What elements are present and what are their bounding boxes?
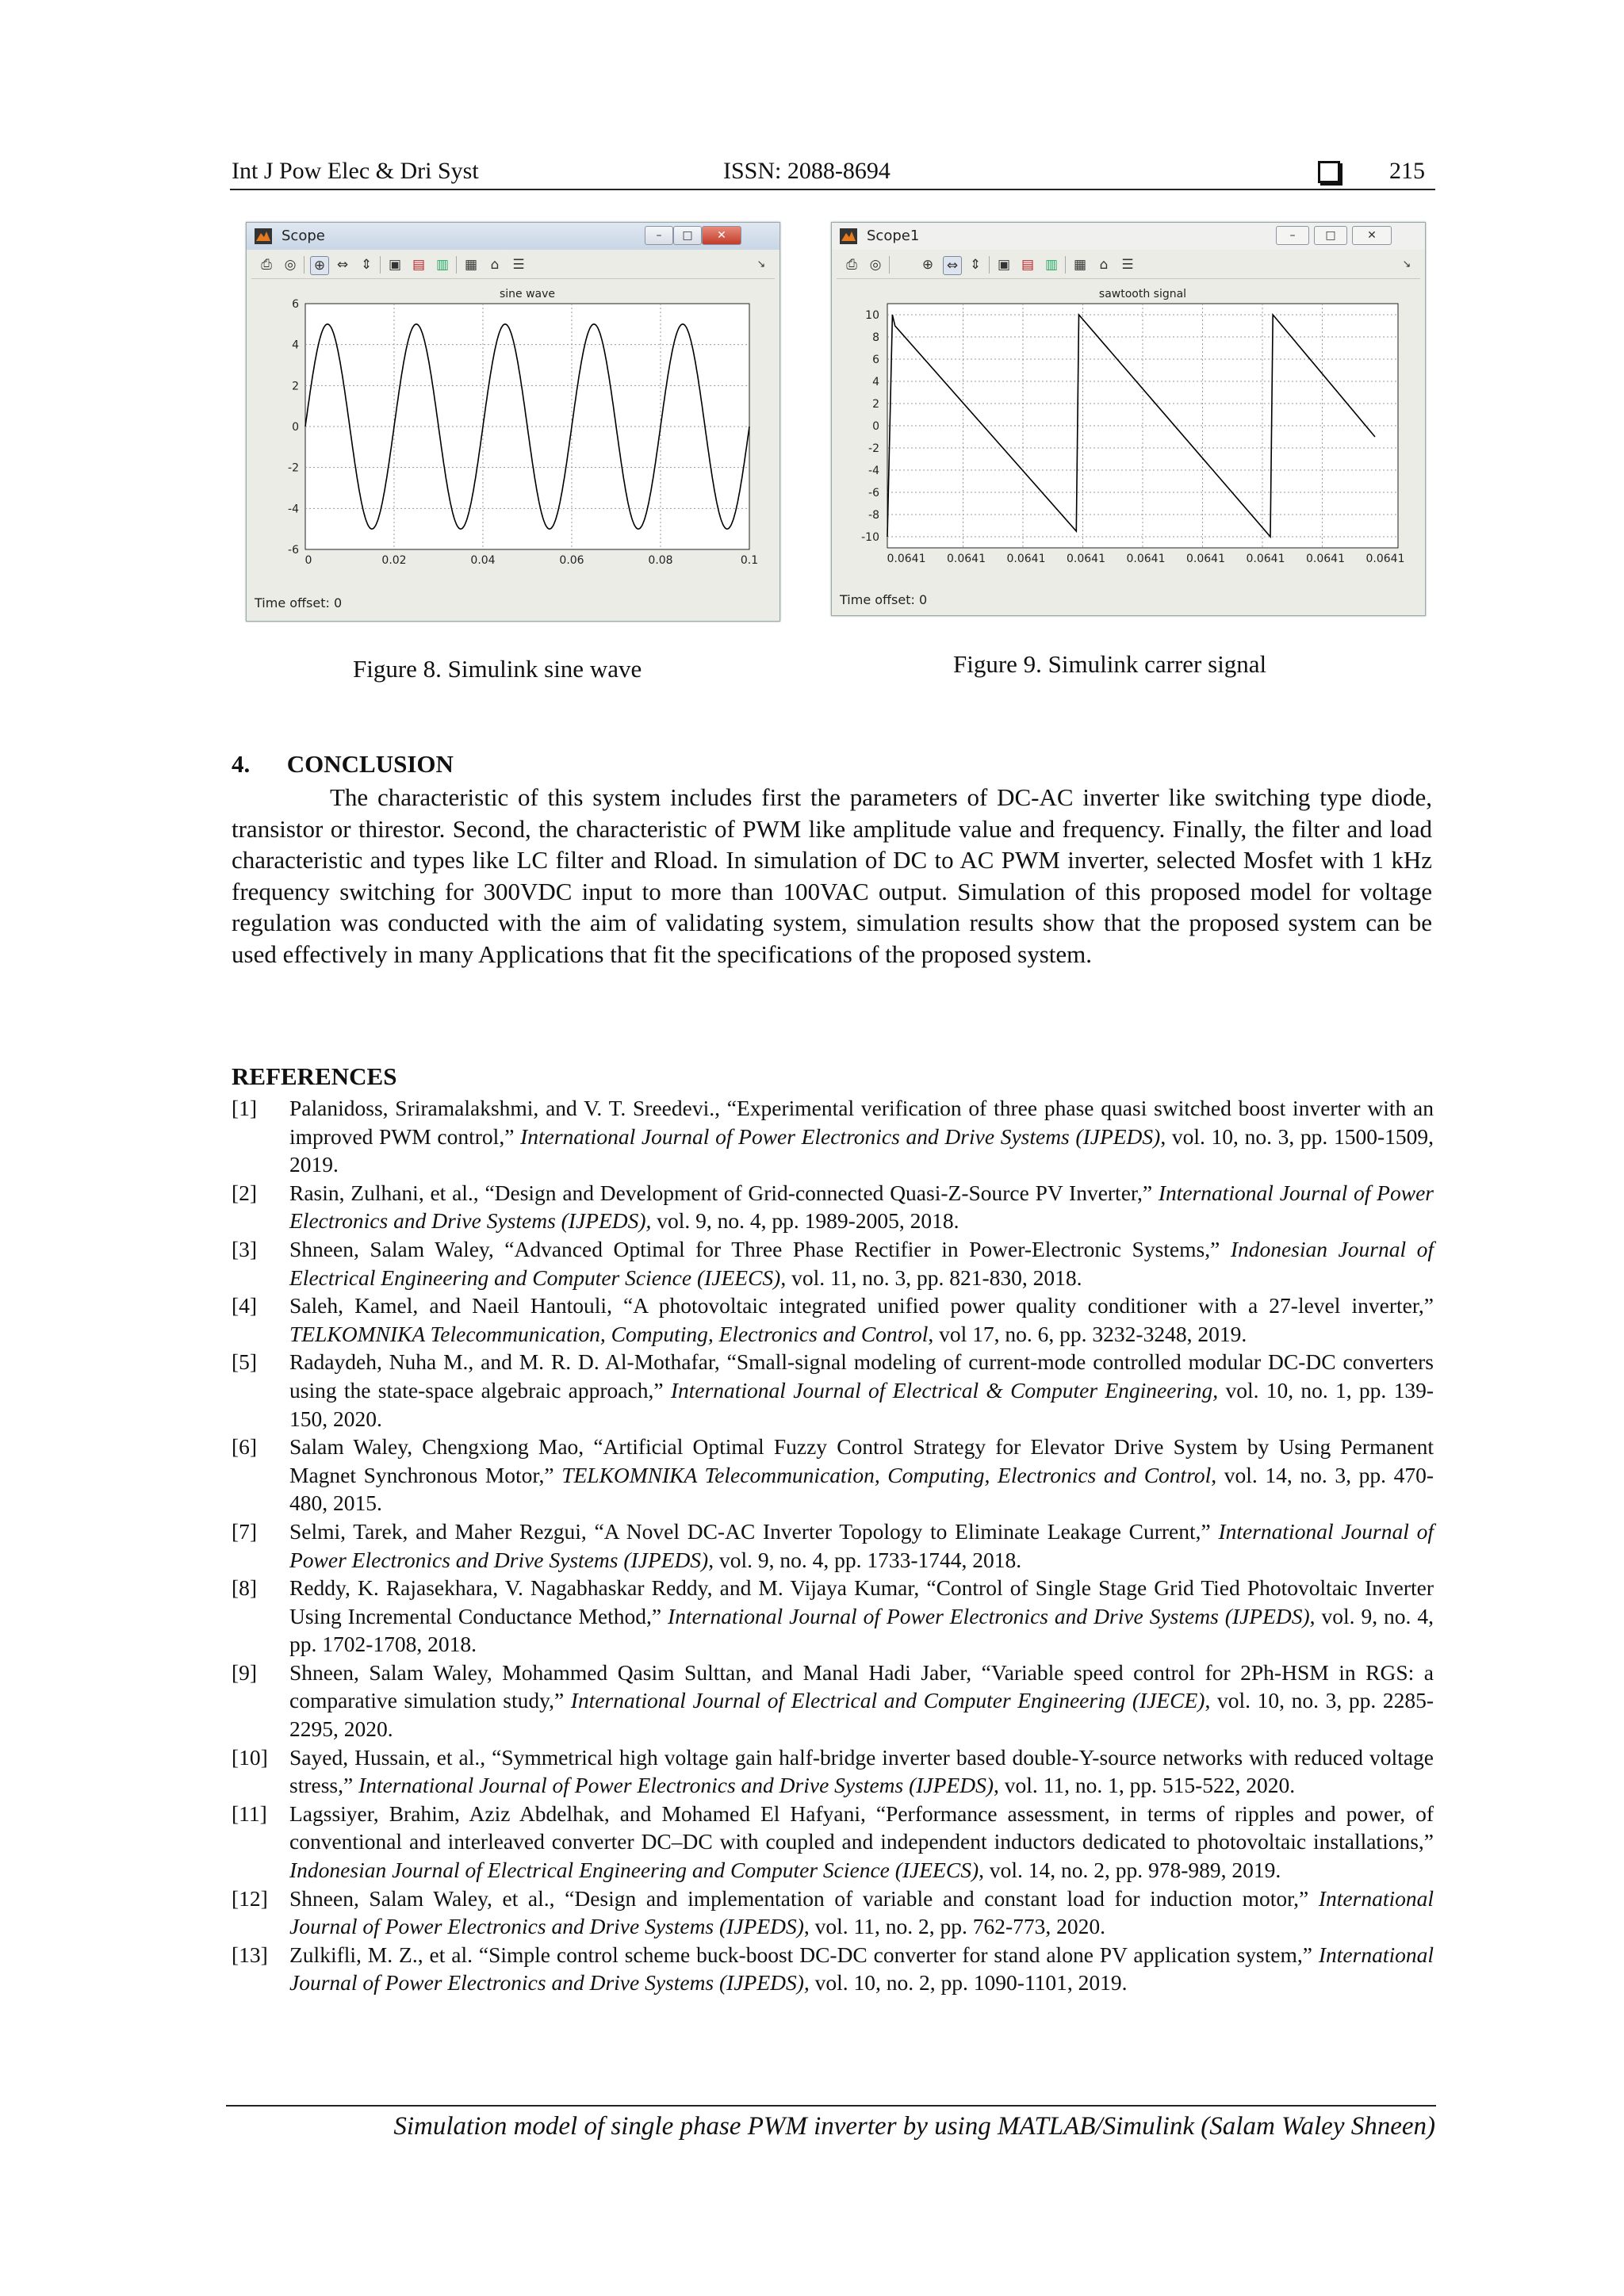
reference-journal: International Journal of Electrical and Computer Engineering (IJECE): [570, 1688, 1205, 1713]
x-tick-label: 0.0641: [887, 553, 926, 565]
restore-axes-icon[interactable]: ▥: [435, 257, 450, 273]
y-tick-label: -8: [868, 509, 879, 522]
reference-text: [289, 1094, 1434, 1179]
y-tick-label: 6: [292, 298, 299, 311]
dropdown-arrow-icon[interactable]: ↘: [1402, 258, 1411, 270]
reference-number: [2]: [232, 1180, 258, 1205]
reference-item: [232, 1094, 1434, 1179]
reference-journal: International Journal of Electrical & Computer Engineering,: [670, 1377, 1219, 1402]
reference-authors-title: Shneen, Salam Waley, “Advanced Optimal for Three Phase Rectifier in Power-Electronic Systems,”: [289, 1236, 1231, 1261]
y-tick-label: 0: [872, 420, 879, 433]
x-tick-label: 0.02: [381, 554, 407, 567]
figure-8-caption: Figure 8. Simulink sine wave: [353, 655, 642, 683]
sine-wave-plot: [247, 280, 779, 581]
zoom-y-icon[interactable]: ⇕: [969, 257, 982, 273]
floating-scope-icon[interactable]: ▦: [464, 257, 478, 273]
x-tick-label: 0.0641: [1126, 553, 1166, 565]
reference-item: [232, 1292, 1434, 1348]
time-offset: Time offset: 0: [255, 595, 343, 610]
window-title: Scope1: [867, 228, 920, 244]
zoom-icon[interactable]: ⊕: [921, 257, 934, 273]
reference-journal: International Journal of Power Electronics and Drive Systems (IJPEDS): [289, 1518, 1434, 1572]
reference-text: [289, 1433, 1434, 1517]
y-tick-label: -4: [868, 465, 879, 477]
reference-item: [232, 1179, 1434, 1235]
reference-number: [12]: [232, 1885, 268, 1911]
reference-list: [232, 1094, 1434, 1997]
reference-details: , vol. 10, no. 3, pp. 2285-2295, 2020.: [289, 1688, 1434, 1742]
y-tick-label: 0: [292, 421, 299, 434]
sawtooth-plot: [832, 280, 1425, 581]
reference-item: [232, 1348, 1434, 1433]
reference-item: [232, 1743, 1434, 1800]
maximize-button[interactable]: □: [673, 226, 702, 245]
scope1-window: [831, 222, 1426, 616]
reference-authors-title: Radaydeh, Nuha M., and M. R. D. Al-Mothafar, “Small-signal modeling of current-mode controlled modular DC-DC converters using the state-space algebraic approach,”: [289, 1349, 1434, 1402]
zoom-x-icon[interactable]: ⇔: [943, 256, 962, 275]
x-tick-label: 0: [304, 554, 312, 567]
reference-number: [11]: [232, 1800, 267, 1826]
x-tick-label: 0.0641: [1186, 553, 1225, 565]
y-tick-label: 6: [872, 354, 879, 366]
reference-item: [232, 1659, 1434, 1743]
matlab-icon: [840, 228, 857, 244]
reference-text: [289, 1659, 1434, 1743]
zoom-icon[interactable]: ⊕: [310, 256, 329, 275]
reference-authors-title: Zulkifli, M. Z., et al. “Simple control scheme buck-boost DC-DC converter for stand alone PV application system,”: [289, 1942, 1319, 1967]
toolbar: [251, 251, 775, 279]
reference-details: , vol 17, no. 6, pp. 3232-3248, 2019.: [928, 1321, 1247, 1346]
reference-details: , vol. 11, no. 2, pp. 762-773, 2020.: [803, 1914, 1106, 1939]
title-bar: [247, 223, 779, 250]
reference-item: [232, 1885, 1434, 1941]
reference-text: [289, 1292, 1434, 1348]
parameters-icon[interactable]: ◎: [869, 257, 882, 273]
x-tick-label: 0.1: [740, 554, 759, 567]
signal-selection-icon[interactable]: ☰: [512, 257, 525, 273]
reference-text: [289, 1743, 1434, 1800]
page-number: 215: [1389, 158, 1425, 184]
reference-text: [289, 1348, 1434, 1433]
lock-icon[interactable]: ⌂: [490, 257, 500, 273]
reference-authors-title: Shneen, Salam Waley, et al., “Design and implementation of variable and constant load for induction motor,”: [289, 1885, 1319, 1911]
reference-item: [232, 1235, 1434, 1292]
dropdown-arrow-icon[interactable]: ↘: [756, 258, 766, 270]
reference-text: [289, 1800, 1434, 1885]
issn: ISSN: 2088-8694: [723, 158, 891, 184]
section-heading: 4. CONCLUSION: [232, 750, 454, 778]
time-offset: Time offset: 0: [840, 592, 928, 607]
reference-details: vol. 10, no. 2, pp. 1090-1101, 2019.: [809, 1970, 1128, 1996]
minimize-button[interactable]: –: [645, 226, 673, 245]
floating-scope-icon[interactable]: ▦: [1073, 257, 1087, 273]
autoscale-icon[interactable]: ▣: [997, 257, 1011, 273]
y-tick-label: 10: [865, 309, 879, 322]
reference-journal: International Journal of Power Electronics and Drive Systems (IJPEDS): [520, 1123, 1161, 1149]
x-tick-label: 0.0641: [1306, 553, 1345, 565]
y-tick-label: 4: [292, 339, 299, 352]
reference-number: [13]: [232, 1942, 268, 1967]
toolbar: [837, 251, 1420, 279]
reference-details: , vol. 11, no. 1, pp. 515-522, 2020.: [993, 1773, 1296, 1798]
references-heading: REFERENCES: [232, 1062, 397, 1090]
title-bar: [832, 223, 1425, 250]
reference-number: [6]: [232, 1434, 258, 1460]
reference-number: [1]: [232, 1096, 258, 1120]
plot-title: sawtooth signal: [1098, 288, 1187, 300]
reference-details: vol. 9, no. 4, pp. 1989-2005, 2018.: [651, 1208, 959, 1234]
window-title: Scope: [282, 228, 325, 244]
reference-details: , vol. 9, no. 4, pp. 1733-1744, 2018.: [708, 1547, 1022, 1572]
scope-window: [246, 222, 780, 622]
reference-details: vol. 10, no. 1, pp. 139-150, 2020.: [289, 1377, 1434, 1431]
minimize-button[interactable]: –: [1276, 226, 1309, 245]
print-icon[interactable]: ⎙: [846, 257, 857, 273]
square-bullet-icon: [1318, 161, 1340, 183]
restore-axes-icon[interactable]: ▥: [1044, 257, 1059, 273]
figure-9-caption: Figure 9. Simulink carrer signal: [953, 650, 1267, 678]
reference-journal: International Journal of Power Electronics and Drive Systems (IJPEDS): [289, 1885, 1434, 1939]
zoom-y-icon[interactable]: ⇕: [360, 257, 373, 273]
x-tick-label: 0.04: [470, 554, 496, 567]
reference-number: [9]: [232, 1659, 258, 1685]
reference-text: [289, 1235, 1434, 1292]
reference-number: [7]: [232, 1518, 258, 1544]
reference-item: [232, 1517, 1434, 1574]
reference-item: [232, 1941, 1434, 1997]
maximize-button[interactable]: □: [1314, 226, 1347, 245]
reference-item: [232, 1800, 1434, 1885]
reference-authors-title: Palanidoss, Sriramalakshmi, and V. T. Sreedevi., “Experimental verification of three phase quasi switched boost inverter with an improved PWM control,”: [289, 1096, 1434, 1149]
save-axes-icon[interactable]: ▤: [412, 257, 426, 273]
y-tick-label: 4: [872, 376, 879, 388]
journal-name: Int J Pow Elec & Dri Syst: [232, 158, 479, 184]
y-tick-label: -6: [868, 487, 879, 499]
reference-authors-title: Lagssiyer, Brahim, Aziz Abdelhak, and Mohamed El Hafyani, “Performance assessment, in terms of ripples and power, of conventional and interleaved converter DC–DC with coupled and independent inductors dedicated to photovoltaic installations,”: [289, 1800, 1434, 1854]
signal-selection-icon[interactable]: ☰: [1121, 257, 1134, 273]
save-axes-icon[interactable]: ▤: [1021, 257, 1035, 273]
reference-text: [289, 1574, 1434, 1659]
y-tick-label: -6: [288, 544, 299, 557]
reference-authors-title: Shneen, Salam Waley, Mohammed Qasim Sulttan, and Manal Hadi Jaber, “Variable speed control for 2Ph-HSM in RGS: a comparative simulation study,”: [289, 1659, 1434, 1713]
reference-text: [289, 1179, 1434, 1235]
zoom-x-icon[interactable]: ⇔: [336, 257, 349, 273]
print-icon[interactable]: ⎙: [261, 257, 272, 273]
y-tick-label: -4: [288, 503, 299, 516]
reference-item: [232, 1574, 1434, 1659]
x-tick-label: 0.06: [559, 554, 584, 567]
reference-authors-title: Saleh, Kamel, and Naeil Hantouli, “A photovoltaic integrated unified power quality conditioner with a 27-level inverter,”: [289, 1293, 1434, 1318]
x-tick-label: 0.0641: [1365, 553, 1405, 565]
reference-number: [5]: [232, 1349, 258, 1375]
reference-details: , vol. 10, no. 3, pp. 1500-1509, 2019.: [289, 1123, 1434, 1177]
reference-authors-title: Rasin, Zulhani, et al., “Design and Development of Grid-connected Quasi-Z-Source PV Inverter,”: [289, 1180, 1159, 1205]
reference-journal: Indonesian Journal of Electrical Engineering and Computer Science (IJEECS): [289, 1236, 1434, 1290]
footer-text: Simulation model of single phase PWM inverter by using MATLAB/Simulink (Salam Waley Shneen): [393, 2112, 1435, 2141]
reference-details: , vol. 9, no. 4, pp. 1702-1708, 2018.: [289, 1603, 1434, 1657]
parameters-icon[interactable]: ◎: [284, 257, 297, 273]
y-tick-label: -2: [868, 442, 879, 455]
x-tick-label: 0.0641: [947, 553, 986, 565]
matlab-icon: [255, 228, 272, 244]
y-tick-label: -2: [288, 461, 299, 475]
reference-journal: TELKOMNIKA Telecommunication, Computing, Electronics and Control: [561, 1462, 1212, 1487]
y-tick-label: -10: [861, 531, 879, 544]
close-button[interactable]: ✕: [702, 226, 741, 245]
y-tick-label: 8: [872, 331, 879, 344]
y-tick-label: 2: [292, 380, 299, 393]
conclusion-paragraph: The characteristic of this system includes first the parameters of DC-AC inverter like switching type diode, transistor or thirestor. Second, the characteristic of PWM like amplitude value and frequency. Finally, the filter and load characteristic and types like LC filter and Rload. In simulation of DC to AC PWM inverter, selected Mosfet with 1 kHz frequency switching for 300VDC input to more than 100VAC output. Simulation of this proposed model for voltage regulation was conducted with the aim of validating system, simulation results show that the proposed system can be used effectively in many Applications that fit the specifications of the proposed system.: [232, 783, 1432, 968]
reference-journal: TELKOMNIKA Telecommunication, Computing, Electronics and Control: [289, 1321, 929, 1346]
footer-rule: [226, 2105, 1436, 2107]
reference-details: , vol. 11, no. 3, pp. 821-830, 2018.: [780, 1265, 1082, 1290]
reference-details: , vol. 14, no. 2, pp. 978-989, 2019.: [979, 1858, 1281, 1883]
plot-title: sine wave: [499, 288, 556, 300]
reference-number: [10]: [232, 1744, 268, 1770]
y-tick-label: 2: [872, 398, 879, 411]
reference-text: [289, 1885, 1434, 1941]
reference-details: , vol. 14, no. 3, pp. 470-480, 2015.: [289, 1462, 1434, 1516]
reference-authors-title: Selmi, Tarek, and Maher Rezgui, “A Novel DC-AC Inverter Topology to Eliminate Leakage Current,”: [289, 1518, 1219, 1544]
reference-text: [289, 1517, 1434, 1574]
reference-number: [4]: [232, 1293, 258, 1318]
reference-text: [289, 1941, 1434, 1997]
reference-journal: International Journal of Power Electronics and Drive Systems (IJPEDS): [668, 1603, 1310, 1628]
reference-journal: International Journal of Power Electronics and Drive Systems (IJPEDS),: [289, 1942, 1434, 1996]
x-tick-label: 0.0641: [1006, 553, 1046, 565]
lock-icon[interactable]: ⌂: [1099, 257, 1109, 273]
reference-number: [3]: [232, 1236, 258, 1261]
reference-item: [232, 1433, 1434, 1517]
autoscale-icon[interactable]: ▣: [388, 257, 402, 273]
reference-authors-title: Reddy, K. Rajasekhara, V. Nagabhaskar Reddy, and M. Vijaya Kumar, “Control of Single Stage Grid Tied Photovoltaic Inverter Using Incremental Conductance Method,”: [289, 1575, 1434, 1628]
reference-authors-title: Salam Waley, Chengxiong Mao, “Artificial Optimal Fuzzy Control Strategy for Elevator Drive System by Using Permanent Magnet Synchronous Motor,”: [289, 1434, 1434, 1487]
reference-journal: International Journal of Power Electronics and Drive Systems (IJPEDS): [358, 1773, 994, 1798]
reference-authors-title: Sayed, Hussain, et al., “Symmetrical high voltage gain half-bridge inverter based double-Y-source networks with reduced voltage stress,”: [289, 1744, 1434, 1798]
x-tick-label: 0.0641: [1067, 553, 1105, 565]
close-button[interactable]: ✕: [1352, 226, 1392, 245]
x-tick-label: 0.08: [648, 554, 673, 567]
x-tick-label: 0.0641: [1246, 553, 1285, 565]
reference-number: [8]: [232, 1575, 258, 1601]
header-rule: [230, 189, 1435, 190]
reference-journal: Indonesian Journal of Electrical Engineering and Computer Science (IJEECS): [289, 1858, 979, 1883]
reference-journal: International Journal of Power Electronics and Drive Systems (IJPEDS),: [289, 1180, 1434, 1234]
